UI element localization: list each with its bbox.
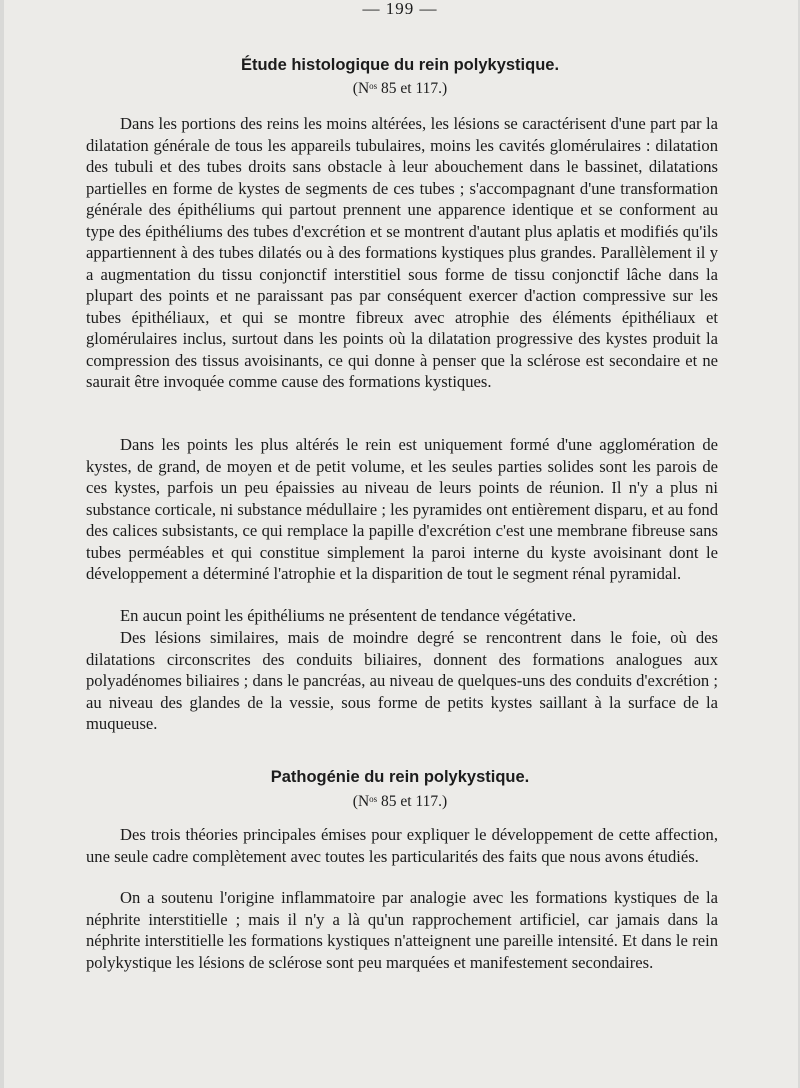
paragraph: Des lésions similaires, mais de moindre degré se rencontrent dans le foie, où des dilatations circonscrites des conduits biliaires, donnent des formations analogues aux polyadénomes biliaires ; dans le pancréas, au niveau de quelques-uns des conduits d'excrétion ; au niveau des glandes de la vessie, sous forme de petits kystes saillant à la surface de la muqueuse. (86, 628, 718, 733)
section-title-pathogeny: Pathogénie du rein polykystique. (270, 768, 530, 786)
section-reference-pathogeny (4, 789, 798, 812)
paragraph: Dans les portions des reins les moins altérées, les lésions se caractérisent d'une part par la dilatation générale de tous les appareils tubulaires, moins les cavités glomérulaires : dilatation des tubuli et des tubes droits sans obstacle à leur abouchement dans le bassinet, dilatations partielles en forme de kystes de segments de ces tubes ; s'accompagnant d'une transformation générale des épithéliums qui partout prennent une apparence identique et se conforment au type des épithéliums des tubes d'excrétion et se montrent d'autant plus aplatis et modifiés qu'ils appartiennent à des tubes dilatés ou à des formations kystiques plus grandes. Parallèlement il y a augmentation du tissu conjonctif interstitiel sous forme de tissu conjonctif lâche dans la plupart des points et ne paraissant pas par conséquent exercer d'action compressive sur les tubes épithéliaux, et qui se montre fibreux avec atrophie des éléments épithéliaux et glomérulaires inclus, surtout dans les points où la dilatation progressive des kystes produit la compression des tissus avoisinants, ce qui donne à penser que la sclérose est secondaire et ne saurait être invoquée comme cause des formations kystiques. (86, 114, 718, 391)
paragraph: Dans les points les plus altérés le rein est uniquement formé d'une agglomération de kystes, de grand, de moyen et de petit volume, et les seules parties solides sont les parois de ces kystes, parfois un peu épaissies au niveau de leurs points de réunion. Il n'y a plus ni substance corticale, ni substance médullaire ; les pyramides ont entièrement disparu, et au fond des calices subsistants, ce qui remplace la papille d'excrétion c'est une membrane fibreuse sans tubes perméables et qui constitue simplement la paroi interne du kyste avoisinant dont le développement a déterminé l'atrophie et la disparition de tout le segment rénal pyramidal. (86, 435, 718, 583)
ref-sup: os (369, 81, 378, 91)
ref-numbers: 85 et 117.) (377, 793, 448, 810)
ref-prefix: (N (352, 793, 370, 810)
ref-prefix: (N (352, 80, 370, 97)
ref-numbers: 85 et 117.) (377, 80, 448, 97)
paragraph: En aucun point les épithéliums ne présentent de tendance végétative. (120, 606, 577, 625)
section-reference-histology (4, 76, 798, 99)
ref-sup: os (369, 794, 378, 804)
paragraph: Des trois théories principales émises pour expliquer le développement de cette affection, une seule cadre complètement avec toutes les particularités des faits que nous avons étudiés. (86, 825, 718, 866)
section-title-histology: Étude histologique du rein polykystique. (240, 56, 560, 74)
paragraph: On a soutenu l'origine inflammatoire par analogie avec les formations kystiques de la néphrite interstitielle ; mais il n'y a là qu'un rapprochement artificiel, car jamais dans la néphrite interstitielle les formations kystiques n'atteignent une pareille intensité. Et dans le rein polykystique les lésions de sclérose sont peu marquées et manifestement secondaires. (86, 888, 718, 972)
page-number: — 199 — (362, 0, 438, 18)
document-page (4, 0, 798, 1088)
